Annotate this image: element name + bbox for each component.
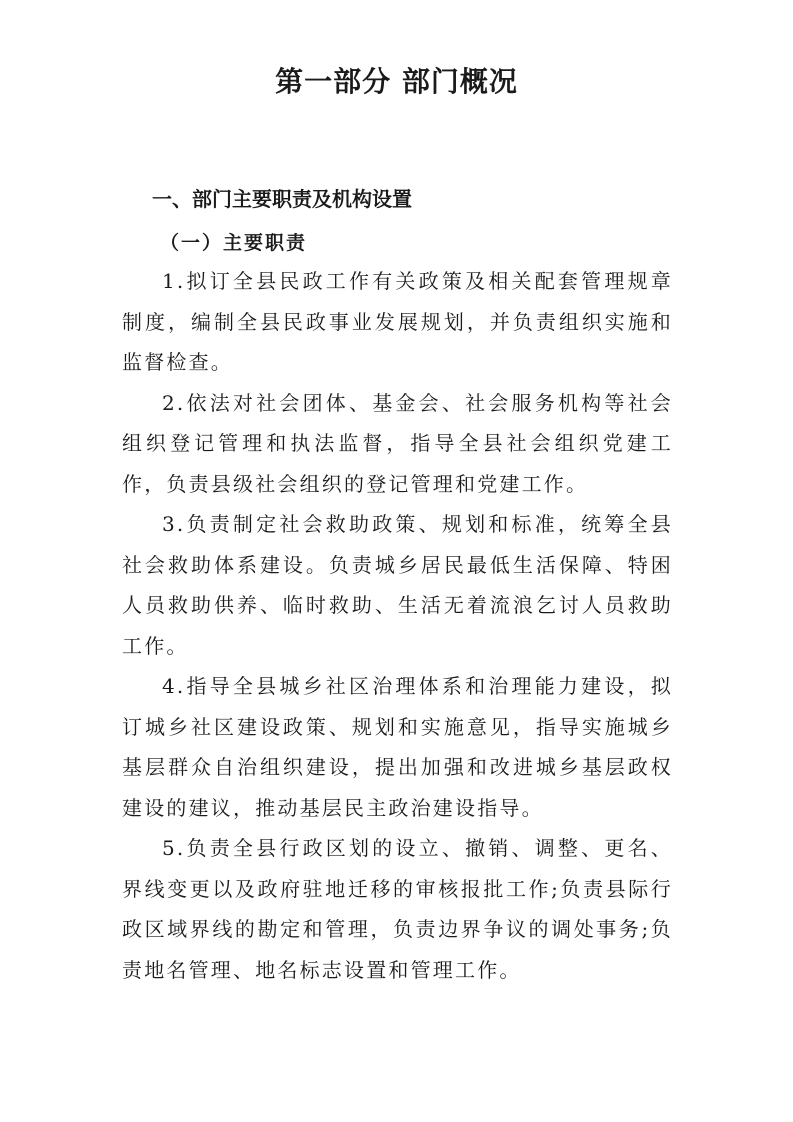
paragraph-5: 5.负责全县行政区划的设立、撤销、调整、更名、界线变更以及政府驻地迁移的审核报批工作;负责县际行政区域界线的勘定和管理，负责边界争议的调处事务;负责地名管理、地名标志设置和管理工作。 — [122, 836, 673, 982]
paragraph-4: 4.指导全县城乡社区治理体系和治理能力建设，拟订城乡社区建设政策、规划和实施意见，指导实施城乡基层群众自治组织建设，提出加强和改进城乡基层政权建设的建议，推动基层民主政治建设指导。 — [122, 674, 673, 820]
paragraph-2: 2.依法对社会团体、基金会、社会服务机构等社会组织登记管理和执法监督，指导全县社会组织党建工作，负责县级社会组织的登记管理和党建工作。 — [122, 390, 673, 496]
paragraph-1: 1.拟订全县民政工作有关政策及相关配套管理规章制度，编制全县民政事业发展规划，并负责组织实施和监督检查。 — [122, 269, 673, 374]
body-text — [122, 261, 673, 990]
section-heading: 一、部门主要职责及机构设置 — [152, 187, 412, 211]
paragraph-3: 3.负责制定社会救助政策、规划和标准，统筹全县社会救助体系建设。负责城乡居民最低生活保障、特困人员救助供养、临时救助、生活无着流浪乞讨人员救助工作。 — [122, 512, 673, 658]
sub-heading: （一）主要职责 — [160, 232, 308, 254]
document-title: 第一部分 部门概况 — [275, 65, 518, 98]
